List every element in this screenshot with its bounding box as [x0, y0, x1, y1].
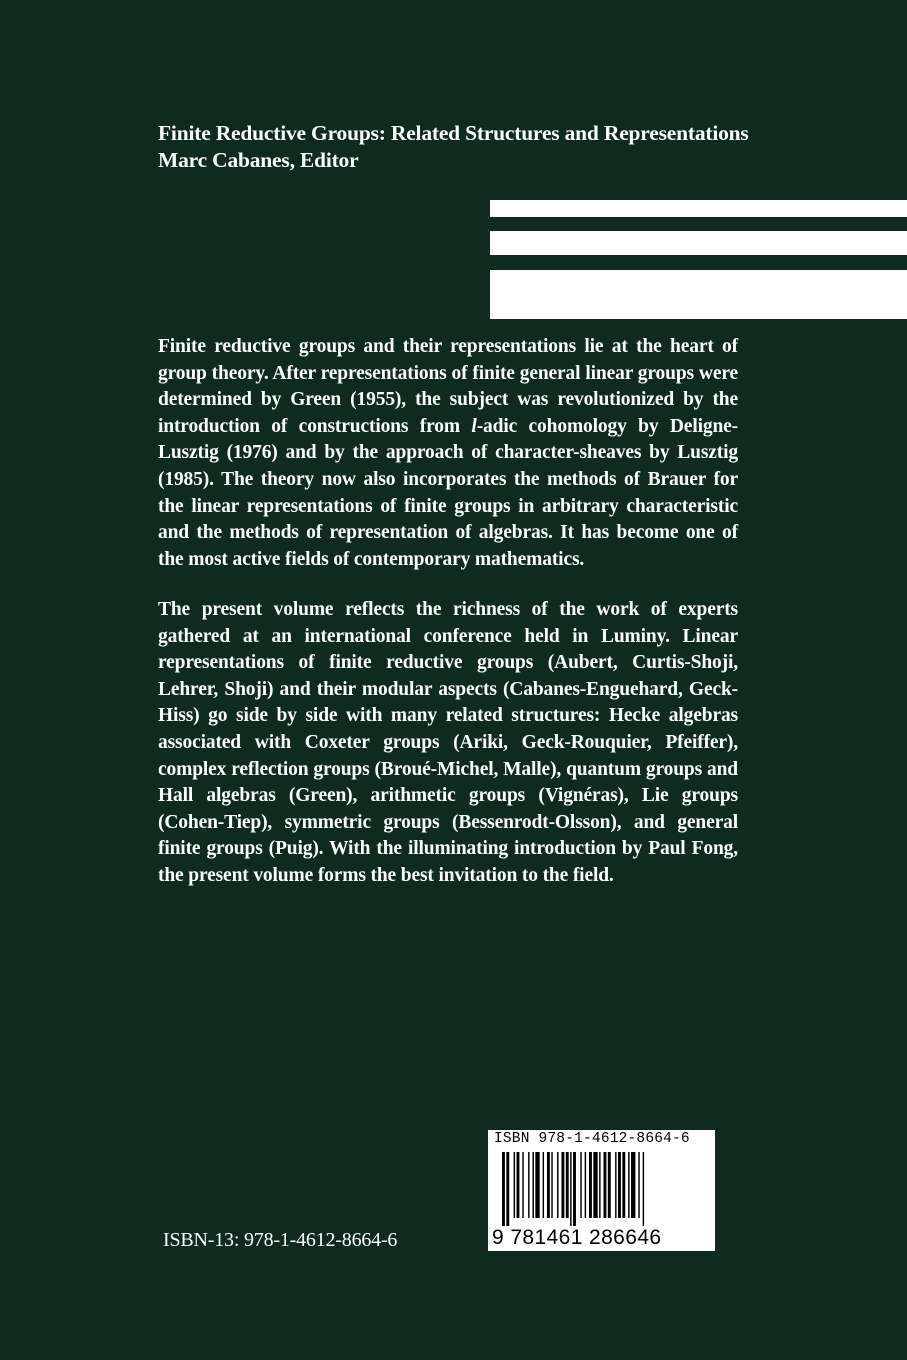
barcode-bar: [618, 1152, 621, 1218]
barcode-isbn-label: ISBN 978-1-4612-8664-6: [494, 1131, 690, 1147]
barcode-digits: 9 781461 286646: [492, 1226, 662, 1249]
barcode-bar: [566, 1152, 569, 1218]
barcode-box: [488, 1130, 715, 1251]
paragraph-1-italic-l: l: [471, 415, 477, 437]
barcode-bar: [643, 1152, 644, 1226]
barcode-bar: [528, 1152, 529, 1218]
barcode-bar: [628, 1152, 629, 1218]
description-paragraph-2: [158, 597, 738, 890]
barcode-bar: [638, 1152, 639, 1218]
barcode-bar: [535, 1152, 539, 1218]
barcode-bar: [543, 1152, 544, 1218]
barcode-bar: [561, 1152, 564, 1218]
barcode-bar: [631, 1152, 635, 1218]
barcode-bar: [557, 1152, 558, 1218]
paragraph-1-text-end: -adic cohomology by Deligne-Lusztig (1976) and by the approach of character-sheaves by Lusztig (1985). The theory now also incorporates the methods of Brauer for the linear representations of finite groups in arbitrary characteristic and the methods of representation of algebras. It has become one of the most active fields of contemporary mathematics.: [158, 415, 738, 570]
decorative-stripe-2: [490, 231, 907, 255]
barcode-bar: [547, 1152, 550, 1218]
barcode-bar: [615, 1152, 616, 1218]
barcode-bars: [502, 1152, 702, 1226]
barcode-bar: [593, 1152, 597, 1218]
barcode-bar: [517, 1152, 520, 1218]
barcode-bar: [622, 1152, 625, 1218]
barcode-bar: [589, 1152, 592, 1218]
barcode-bar: [573, 1152, 576, 1226]
book-editor: Marc Cabanes, Editor: [158, 148, 359, 172]
title-block: [158, 120, 798, 174]
barcode-bar: [570, 1152, 571, 1226]
description-paragraph-1: [158, 334, 738, 573]
barcode-bar: [599, 1152, 600, 1218]
book-title: Finite Reductive Groups: Related Structures and Representations: [158, 121, 749, 145]
barcode-bar: [522, 1152, 523, 1218]
barcode-bar: [580, 1152, 581, 1218]
paragraph-2-text: The present volume reflects the richness of the work of experts gathered at an international conference held in Luminy. Linear representations of finite reductive groups (Aubert, Curtis-Shoji, Lehrer, Shoji) and their modular aspects (Cabanes-Enguehard, Geck-Hiss) go side by side with many related structures: Hecke algebras associated with Coxeter groups (Ariki, Geck-Rouquier, Pfeiffer), complex reflection groups (Broué-Michel, Malle), quantum groups and Hall algebras (Green), arithmetic groups (Vignéras), Lie groups (Cohen-Tiep), symmetric groups (Bessenrodt-Olsson), and general finite groups (Puig). With the illuminating introduction by Paul Fong, the present volume forms the best invitation to the field.: [158, 599, 738, 886]
barcode-bar: [551, 1152, 552, 1218]
barcode-bar: [502, 1152, 505, 1226]
decorative-stripe-1: [490, 200, 907, 217]
barcode-bar: [506, 1152, 509, 1226]
barcode-bar: [604, 1152, 607, 1218]
decorative-stripe-3: [490, 270, 907, 319]
paragraph-1-text-start: Finite reductive groups and their representations lie at the heart of group theory. After representations of finite general linear groups were determined by Green (1955), the subject was revolutionized by the introduction of constructions from: [158, 336, 738, 437]
barcode-bar: [608, 1152, 611, 1218]
barcode-bar: [585, 1152, 586, 1218]
barcode-bar: [514, 1152, 515, 1218]
isbn-13-label: ISBN-13: 978-1-4612-8664-6: [163, 1229, 398, 1251]
barcode-bar: [532, 1152, 533, 1218]
